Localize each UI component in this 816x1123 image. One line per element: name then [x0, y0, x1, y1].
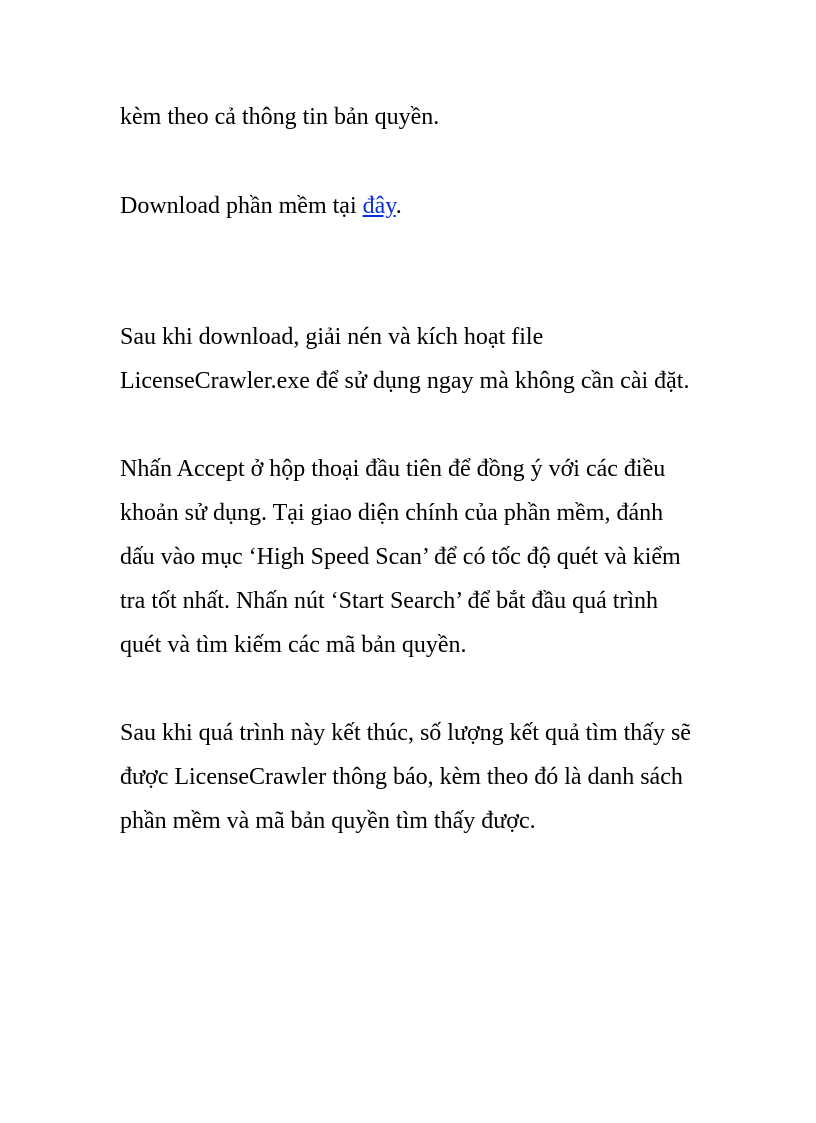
paragraph-line: Nhấn Accept ở hộp thoại đầu tiên để đồng ý với các điều: [120, 456, 666, 482]
paragraph-line: quét và tìm kiếm các mã bản quyền.: [120, 632, 467, 658]
download-text: Download phần mềm tại: [120, 193, 363, 219]
download-text-suffix: .: [395, 193, 402, 219]
paragraph-line: được LicenseCrawler thông báo, kèm theo đó là danh sách: [120, 764, 683, 790]
download-link[interactable]: đây: [362, 193, 396, 219]
paragraph-line: phần mềm và mã bản quyền tìm thấy được.: [120, 808, 536, 834]
download-paragraph: [120, 191, 402, 221]
paragraph-line: dấu vào mục ‘High Speed Scan’ để có tốc độ quét và kiểm: [120, 544, 681, 570]
paragraph-line: Sau khi quá trình này kết thúc, số lượng kết quả tìm thấy sẽ: [120, 720, 691, 746]
paragraph-line: LicenseCrawler.exe để sử dụng ngay mà không cần cài đặt.: [120, 368, 690, 394]
paragraph-line: khoản sử dụng. Tại giao diện chính của phần mềm, đánh: [120, 500, 664, 526]
paragraph-line: Sau khi download, giải nén và kích hoạt file: [120, 324, 544, 350]
paragraph-line: kèm theo cả thông tin bản quyền.: [120, 104, 440, 130]
paragraph-line: tra tốt nhất. Nhấn nút ‘Start Search’ để bắt đầu quá trình: [120, 588, 659, 614]
